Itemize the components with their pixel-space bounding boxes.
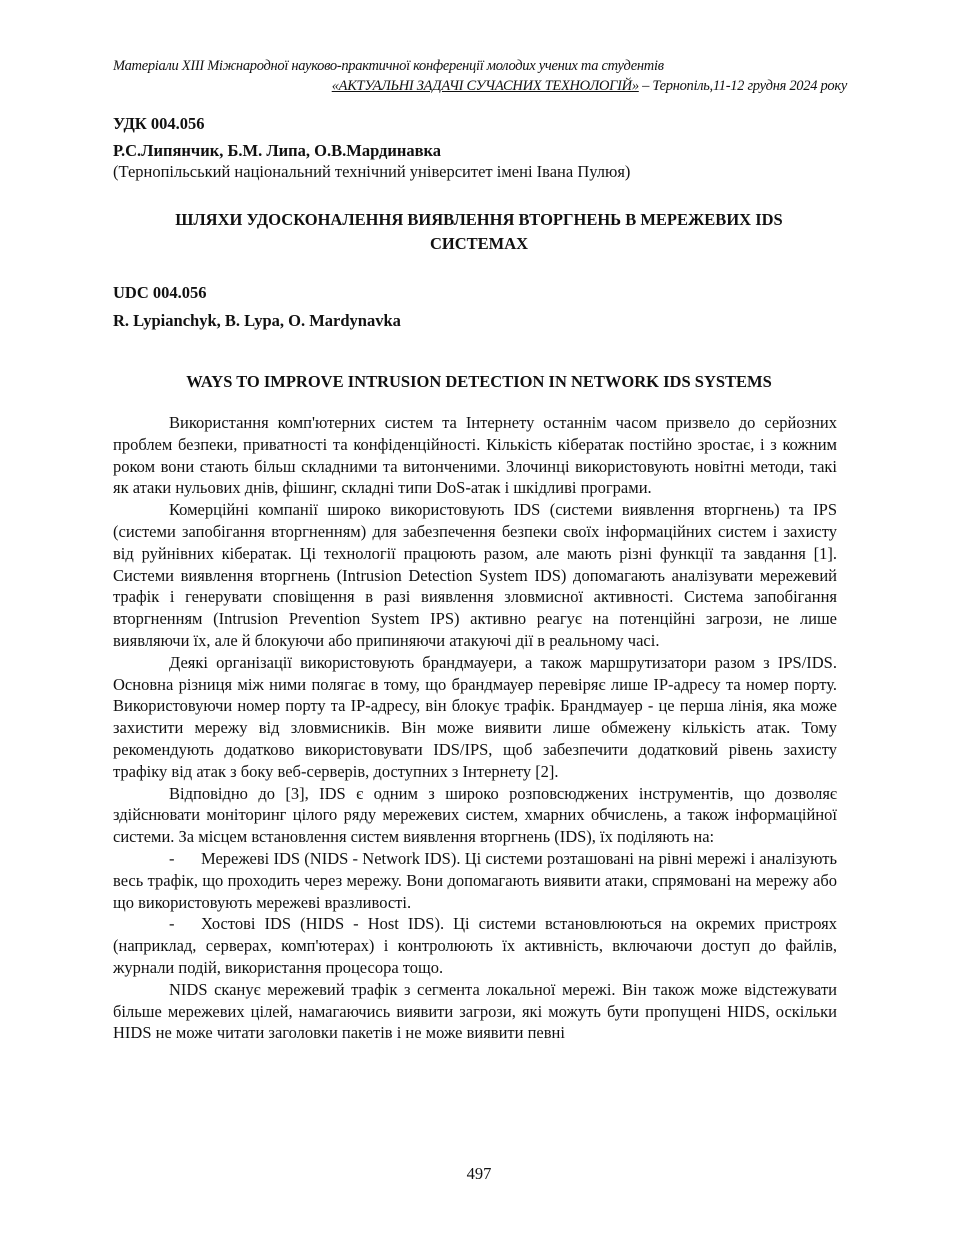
page-number: 497 [466,1164,492,1183]
affiliation-ua: (Тернопільський національний технічний університет імені Івана Пулюя) [113,162,631,181]
conference-title: «АКТУАЛЬНІ ЗАДАЧІ СУЧАСНИХ ТЕХНОЛОГІЙ» [331,78,639,94]
paper-title-ua-line1: ШЛЯХИ УДОСКОНАЛЕННЯ ВИЯВЛЕННЯ ВТОРГНЕНЬ В МЕРЕЖЕВИХ IDS [175,210,783,229]
paper-title-en: WAYS TO IMPROVE INTRUSION DETECTION IN NETWORK IDS SYSTEMS [186,372,772,391]
list-dash: - [169,914,175,934]
udc-en: UDC 004.056 [113,283,207,302]
paper-body [113,412,837,1044]
list-item-hids-text: Хостові IDS (HIDS - Host IDS). Ці системи встановлюються на окремих пристроях (наприклад, серверах, комп'ютерах) і контролюють їх активність, включаючи доступ до файлів, журнали подій, використання процесора тощо. [113,914,837,977]
paragraph-2: Комерційні компанії широко використовують IDS (системи виявлення вторгнень) та IPS (системи запобігання вторгненням) для забезпечення безпеки своїх інформаційних систем і захисту від руйнівних кібератак. Ці технології працюють разом, але мають різні функції та завдання [1]. Системи виявлення вторгнень (Intrusion Detection System IDS) допомагають аналізувати мережевий трафік і генерувати сповіщення в разі виявлення зловмисної активності. Система запобігання вторгненням (Intrusion Prevention System IPS) активно реагує на потенційні загрози, не лише виявляючи їх, але й блокуючи або припиняючи атакуючі дії в реальному часі. [113,500,837,650]
list-item-nids [113,848,837,913]
conference-place-date: – Тернопіль,11-12 грудня 2024 року [638,78,847,94]
authors-en: R. Lypianchyk, B. Lypa, O. Mardynavka [113,311,401,330]
paper-title-ua [113,208,845,256]
list-dash: - [169,848,175,868]
paper-title-ua-line2: СИСТЕМАХ [429,234,529,253]
paragraph-3: Деякі організації використовують брандмауери, а також маршрутизатори разом з IPS/IDS. Основна різниця між ними полягає в тому, що брандмауер перевіряє лише IP-адресу та номер порту. Використовуючи номер порту та IP-адресу, він блокує трафік. Брандмауер - це перша лінія, яка може захистити мережу від зловмисників. Він може виявити лише обмежену кількість атак. Тому рекомендують додатково використовувати IDS/IPS, щоб забезпечити додатковий рівень захисту трафіку від атак з боку веб-серверів, доступних з Інтернету [2]. [113,652,837,781]
conference-name: Матеріали XIII Міжнародної науково-практичної конференції молодих учених та студентів [113,58,664,74]
list-item-hids [113,913,837,978]
udc-ua: УДК 004.056 [113,114,205,133]
paragraph-4: Відповідно до [3], IDS є одним з широко розповсюджених інструментів, що дозволяє здійснювати моніторинг цілого ряду мережевих систем, хмарних обчислень, а також інформаційної системи. За місцем встановлення систем виявлення вторгнень (IDS), їх поділяють на: [113,783,837,847]
conference-title-and-date [332,76,847,96]
paragraph-5: NIDS сканує мережевий трафік з сегмента локальної мережі. Він також може відстежувати більше мережевих цілей, намагаючись виявити загрози, які можуть бути пропущені HIDS, оскільки HIDS не може читати заголовки пакетів і не може виявити певні [113,979,837,1043]
paragraph-1: Використання комп'ютерних систем та Інтернету останнім часом призвело до серйозних проблем безпеки, приватності та конфіденційності. Кількість кібератак постійно зростає, і з кожним роком вони стають більш складними та витонченими. Злочинці використовують новітні методи, такі як атаки нульових днів, фішинг, складні типи DoS-атак і шкідливі програми. [113,413,837,498]
list-item-nids-text: Мережеві IDS (NIDS - Network IDS). Ці системи розташовані на рівні мережі і аналізують весь трафік, що проходить через мережу. Вони допомагають виявити атаки, спрямовані на мережу або що використовують мережеві вразливості. [113,848,837,912]
authors-ua: Р.С.Липянчик, Б.М. Липа, О.В.Мардинавка [113,141,442,160]
